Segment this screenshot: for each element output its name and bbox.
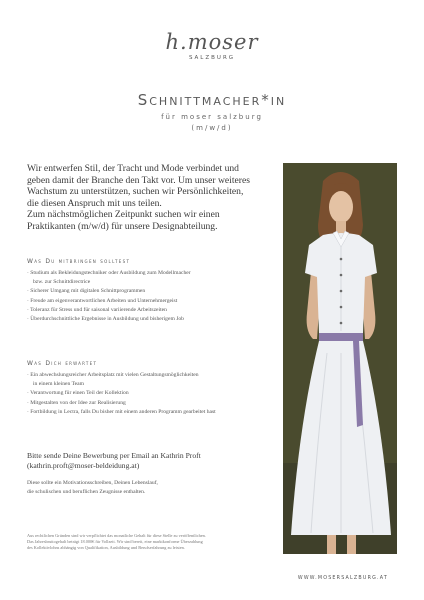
neck: [336, 221, 346, 233]
job-title: [0, 91, 424, 109]
offer-heading: [27, 360, 97, 367]
note-line: Diese sollte ein Motivationsschreiben, Deinen Lebenslauf,: [27, 480, 158, 486]
contact-email-link[interactable]: (kathrin.proft@moser-beldeidung.at): [27, 461, 140, 470]
offer-list: [27, 371, 277, 417]
list-item: · Ein abwechslungsreicher Arbeitsplatz mit vielen Gestaltungsmöglichkeiten: [27, 372, 199, 378]
requirements-heading-text: Was Du mitbringen solltest: [27, 258, 131, 265]
intro-line: Wir entwerfen Stil, der Tracht und Mode verbindet und: [27, 163, 239, 174]
application-instructions: [27, 451, 277, 471]
list-item: · Freude am eigenverantwortlichen Arbeiten und Unternehmergeist: [27, 297, 178, 304]
job-gender-note: (m/w/d): [191, 124, 233, 132]
list-item: · Studium als Bekleidungstechniker oder Ausbildung zum Modellmacher: [27, 270, 191, 276]
website-link[interactable]: WWW.MOSERSALZBURG.AT: [297, 576, 388, 581]
list-item: in einem kleinen Team: [33, 381, 84, 388]
offer-heading-text: Was Dich erwartet: [27, 360, 98, 367]
fine-line: Aus rechtlichen Gründen sind wir verpflichtet das monatliche Gehalt für diese Stelle zu veröffentlichen.: [27, 533, 206, 538]
intro-line: Zum nächstmöglichen Zeitpunkt suchen wir einen: [27, 209, 220, 221]
list-item: bzw. zur Schnittdirectrice: [33, 279, 91, 286]
list-item: · Fortbildung in Lectra, falls Du bisher mit einem anderen Programm gearbeitet hast: [27, 408, 216, 415]
face: [329, 191, 353, 223]
dress-button: [340, 274, 343, 277]
list-item: · Toleranz für Stress und für saisonal variierende Arbeitszeiten: [27, 306, 167, 313]
list-item: · Verantwortung für einen Teil der Kollektion: [27, 390, 129, 397]
logo-wordmark: h.moser: [165, 30, 259, 54]
left-leg: [327, 535, 336, 554]
dress-button: [340, 322, 343, 325]
list-item: · Mitgestalten von der Idee zur Realisierung: [27, 399, 126, 406]
requirements-list: [27, 269, 277, 324]
logo-subline: SALZBURG: [188, 55, 236, 61]
job-subtitle: für moser salzburg: [161, 113, 263, 121]
intro-line: geben damit der Branche den Takt vor. Um unser weiteres: [27, 174, 250, 186]
fine-line: Das Jahresbruttogehalt beträgt 18.000€ für Vollzeit. Wir sind bereit, eine marktkonforme Überzahlung: [27, 538, 203, 544]
fine-line: des Kollektivlohns abhängig von Qualifikation, Ausbildung und Berufserfahrung zu leisten.: [27, 544, 185, 550]
dress-button: [340, 306, 343, 309]
list-item: · Sicherer Umgang mit digitalen Schnittprogrammen: [27, 288, 146, 295]
list-item: · Überdurchschnittliche Ergebnisse in Ausbildung und bisherigem Job: [27, 316, 184, 323]
apply-line: Bitte sende Deine Bewerbung per Email an Kathrin Proft: [27, 451, 201, 460]
intro-paragraph: [27, 163, 267, 233]
right-leg: [347, 535, 356, 554]
dress-button: [340, 290, 343, 293]
intro-line: Praktikanten (m/w/d) für unsere Designabteilung.: [27, 220, 218, 232]
job-title-text: Schnittmacher*in: [137, 91, 287, 109]
model-photo: [283, 163, 397, 554]
documents-note: [27, 479, 277, 497]
requirements-heading: [27, 258, 130, 265]
intro-line: Wachstum zu unterstützen, suchen wir Persönlichkeiten,: [27, 186, 244, 198]
intro-line: die diesen Anspruch mit uns teilen.: [27, 197, 162, 209]
salary-disclaimer: [27, 533, 277, 550]
dress-button: [340, 258, 343, 261]
brand-logo: [0, 30, 424, 61]
note-line: die schulischen und beruflichen Zeugnisse enthalten.: [27, 489, 146, 495]
